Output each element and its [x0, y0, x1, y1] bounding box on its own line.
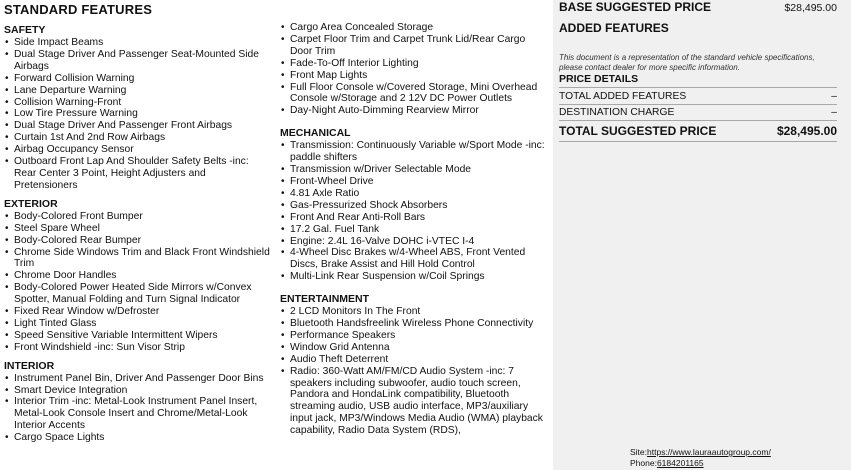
safety-title: SAFETY [4, 24, 46, 36]
phone-line [630, 458, 771, 469]
feature-item: • Body-Colored Rear Bumper [4, 235, 272, 247]
interior-list [4, 373, 272, 444]
entertainment-list [280, 306, 548, 437]
interior-continued-section [280, 22, 548, 117]
feature-item: • Transmission w/Driver Selectable Mode [280, 164, 548, 176]
feature-item: • 4-Wheel Disc Brakes w/4-Wheel ABS, Front Vented Discs, Brake Assist and Hill Hold Control [280, 247, 548, 271]
base-price-label: BASE SUGGESTED PRICE [559, 0, 712, 14]
destination-charge-value: – [831, 107, 837, 118]
base-price-value: $28,495.00 [784, 2, 837, 14]
feature-item: • Dual Stage Driver And Passenger Seat-Mounted Side Airbags [4, 49, 272, 73]
price-details-title: PRICE DETAILS [559, 73, 639, 85]
feature-item: • Low Tire Pressure Warning [4, 108, 272, 120]
total-added-features-value: – [831, 91, 837, 102]
interior-continued-list [280, 22, 548, 117]
feature-item: • Cargo Area Concealed Storage [280, 22, 548, 34]
base-price-row [559, 0, 837, 14]
site-line [630, 447, 771, 458]
feature-item: • Window Grid Antenna [280, 342, 548, 354]
feature-item: • 4.81 Axle Ratio [280, 188, 548, 200]
total-suggested-price-row [559, 124, 837, 138]
destination-charge-row [559, 107, 837, 118]
feature-item: • Multi-Link Rear Suspension w/Coil Springs [280, 271, 548, 283]
feature-item: • Carpet Floor Trim and Carpet Trunk Lid/Rear Cargo Door Trim [280, 34, 548, 58]
feature-item: • Steel Spare Wheel [4, 223, 272, 235]
feature-item: • Cargo Space Lights [4, 432, 272, 444]
feature-item: • Day-Night Auto-Dimming Rearview Mirror [280, 105, 548, 117]
feature-item: • Front And Rear Anti-Roll Bars [280, 212, 548, 224]
feature-item: • Side Impact Beams [4, 37, 272, 49]
page-title: STANDARD FEATURES [4, 2, 153, 17]
feature-item: • 2 LCD Monitors In The Front [280, 306, 548, 318]
feature-item: • Fixed Rear Window w/Defroster [4, 306, 272, 318]
divider [559, 120, 837, 121]
feature-item: • Forward Collision Warning [4, 73, 272, 85]
feature-item: • Bluetooth Handsfreelink Wireless Phone Connectivity [280, 318, 548, 330]
pricing-panel [553, 0, 851, 470]
feature-item: • Radio: 360-Watt AM/FM/CD Audio System -inc: 7 speakers including subwoofer, audio touch screen, Pandora and HondaLink compatibility, Bluetooth streaming audio, USB audio interface, MP3/auxiliary input jack, MP3/Windows Media Audio (WMA) playback capability, Radio Data System (RDS), [280, 366, 548, 437]
added-features-title: ADDED FEATURES [559, 21, 669, 35]
exterior-title: EXTERIOR [4, 197, 58, 210]
feature-item: • Gas-Pressurized Shock Absorbers [280, 200, 548, 212]
entertainment-section [280, 293, 548, 437]
safety-section [4, 24, 272, 192]
destination-charge-label: DESTINATION CHARGE [559, 107, 675, 118]
divider [559, 104, 837, 105]
feature-item: • Engine: 2.4L 16-Valve DOHC i-VTEC I-4 [280, 236, 548, 248]
feature-item: • Front Map Lights [280, 70, 548, 82]
feature-item: • Front Windshield -inc: Sun Visor Strip [4, 342, 272, 354]
safety-list [4, 37, 272, 192]
feature-item: • Smart Device Integration [4, 385, 272, 397]
feature-item: • Collision Warning-Front [4, 97, 272, 109]
total-added-features-row [559, 91, 837, 102]
entertainment-title: ENTERTAINMENT [280, 293, 370, 306]
feature-item: • Curtain 1st And 2nd Row Airbags [4, 132, 272, 144]
total-suggested-price-value: $28,495.00 [776, 124, 837, 138]
site-label: Site: [630, 447, 648, 457]
disclaimer-text: This document is a representation of the standard vehicle specifications, please contact dealer for more specific information. [559, 53, 815, 72]
feature-item: • 17.2 Gal. Fuel Tank [280, 224, 548, 236]
interior-section [4, 360, 272, 444]
feature-item: • Interior Trim -inc: Metal-Look Instrument Panel Insert, Metal-Look Console Insert and Chrome/Metal-Look Interior Accents [4, 396, 272, 432]
dealer-footer [630, 447, 771, 468]
mechanical-section [280, 127, 548, 283]
feature-item: • Light Tinted Glass [4, 318, 272, 330]
total-added-features-label: TOTAL ADDED FEATURES [559, 91, 687, 102]
feature-item: • Speed Sensitive Variable Intermittent Wipers [4, 330, 272, 342]
divider [559, 87, 837, 88]
mechanical-list [280, 140, 548, 283]
feature-item: • Full Floor Console w/Covered Storage, Mini Overhead Console w/Storage and 2 12V DC Power Outlets [280, 82, 548, 106]
feature-item: • Instrument Panel Bin, Driver And Passenger Door Bins [4, 373, 272, 385]
exterior-list [4, 211, 272, 354]
mechanical-title: MECHANICAL [280, 127, 351, 140]
feature-item: • Transmission: Continuously Variable w/Sport Mode -inc: paddle shifters [280, 140, 548, 164]
features-left-column [4, 22, 272, 450]
feature-item: • Dual Stage Driver And Passenger Front Airbags [4, 120, 272, 132]
features-middle-column [280, 22, 548, 443]
feature-item: • Chrome Door Handles [4, 270, 272, 282]
feature-item: • Performance Speakers [280, 330, 548, 342]
feature-item: • Body-Colored Power Heated Side Mirrors w/Convex Spotter, Manual Folding and Turn Signal Indicator [4, 282, 272, 306]
feature-item: • Lane Departure Warning [4, 85, 272, 97]
divider [559, 141, 837, 142]
interior-title: INTERIOR [4, 359, 55, 372]
feature-item: • Chrome Side Windows Trim and Black Front Windshield Trim [4, 247, 272, 271]
site-link[interactable]: https://www.lauraautogroup.com/ [647, 447, 771, 457]
exterior-section [4, 198, 272, 354]
feature-item: • Outboard Front Lap And Shoulder Safety Belts -inc: Rear Center 3 Point, Height Adjusters and Pretensioners [4, 156, 272, 192]
feature-item: • Body-Colored Front Bumper [4, 211, 272, 223]
phone-label: Phone: [630, 457, 657, 468]
feature-item: • Front-Wheel Drive [280, 176, 548, 188]
feature-item: • Fade-To-Off Interior Lighting [280, 58, 548, 70]
phone-link[interactable]: 6184201165 [656, 457, 704, 468]
total-suggested-price-label: TOTAL SUGGESTED PRICE [559, 124, 717, 138]
feature-item: • Audio Theft Deterrent [280, 354, 548, 366]
feature-item: • Airbag Occupancy Sensor [4, 144, 272, 156]
